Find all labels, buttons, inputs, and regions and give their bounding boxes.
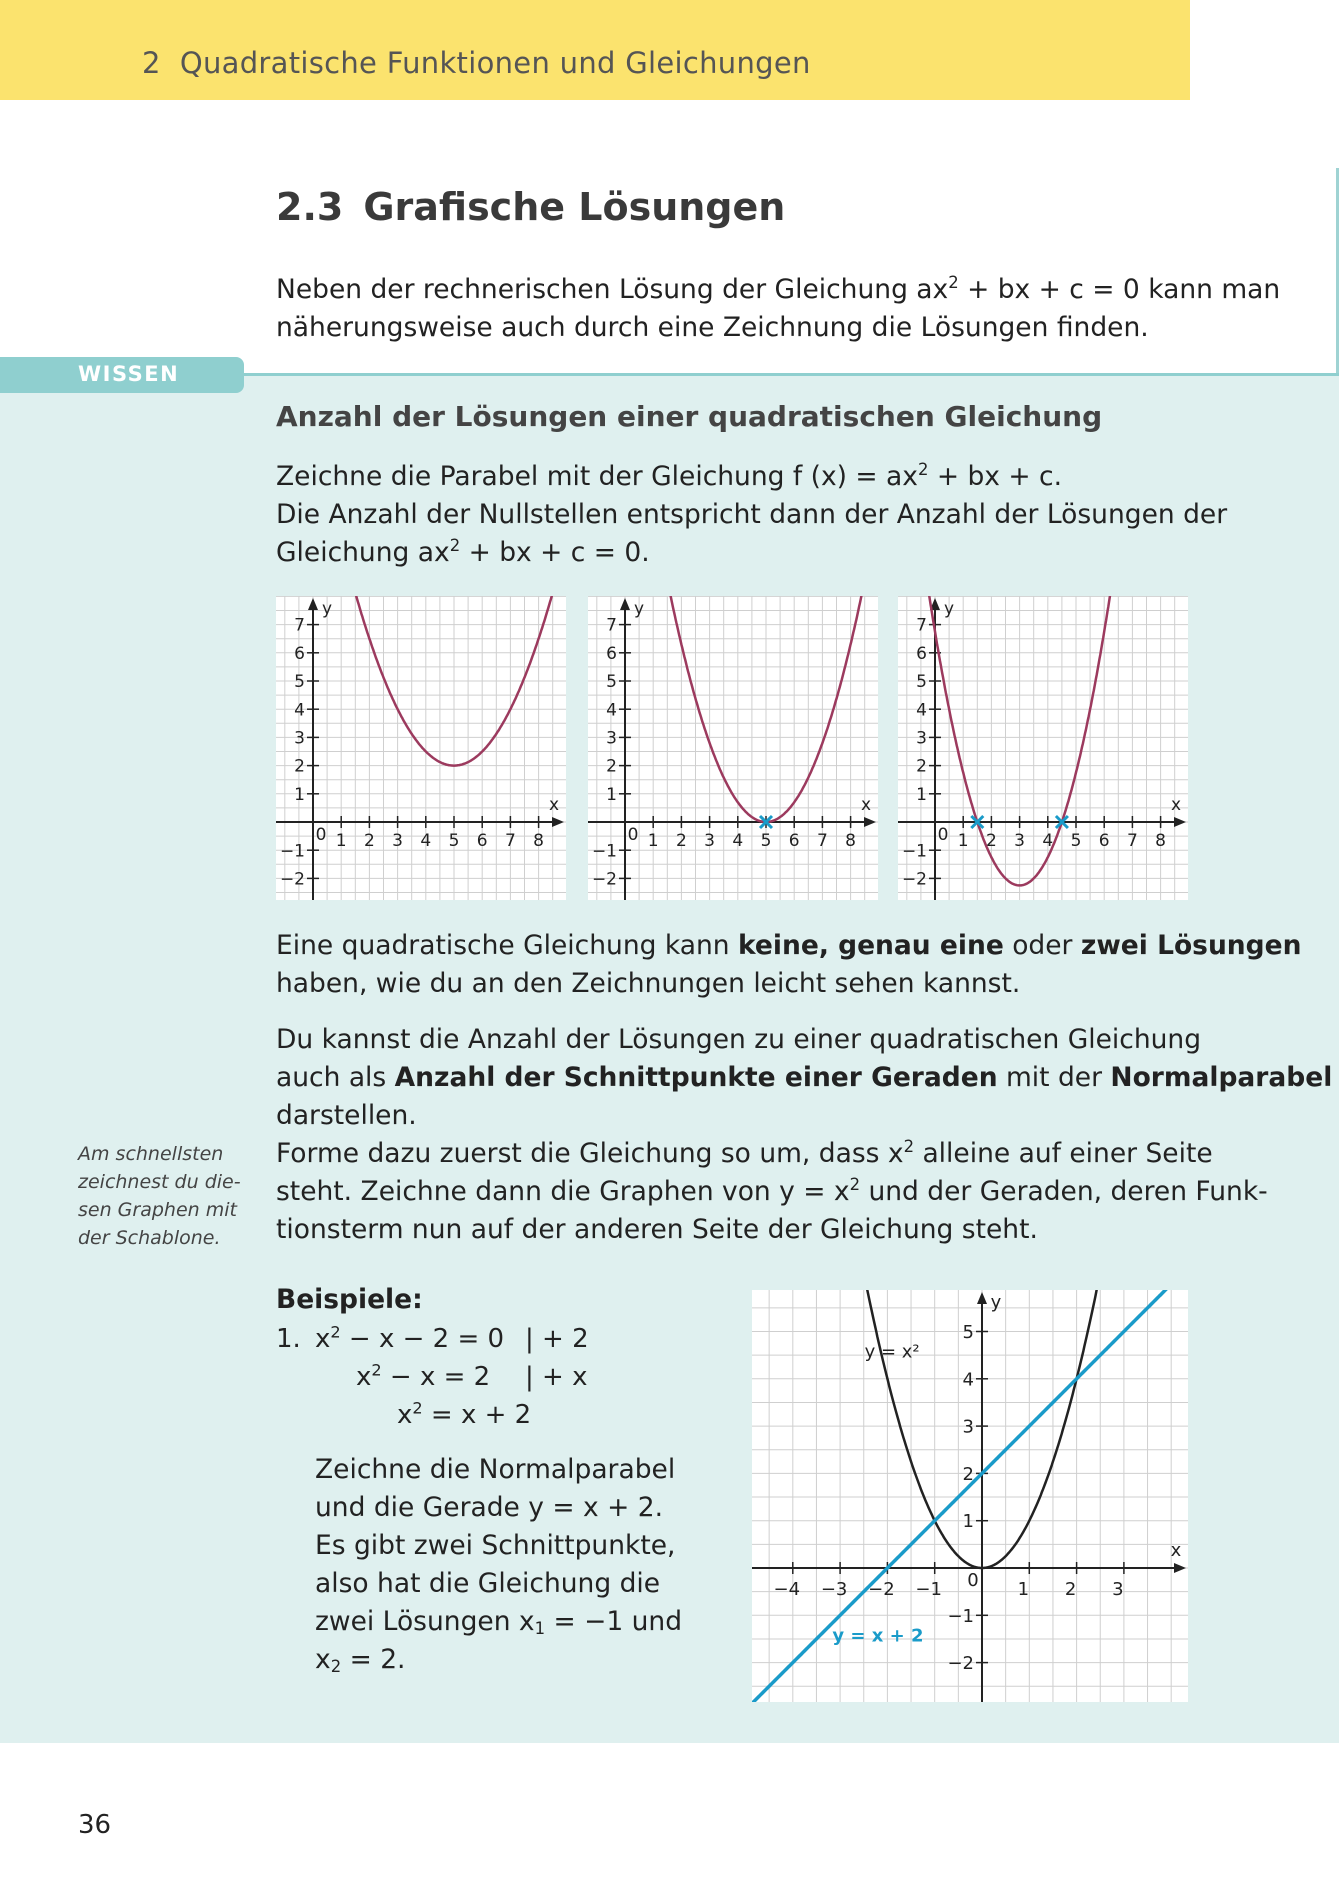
x-axis-label: x [1170, 1540, 1182, 1561]
graph-background [588, 596, 878, 900]
x-tick-label: −1 [915, 1579, 942, 1600]
example-explanation: Zeichne die Normalparabel und die Gerade y = x + 2. Es gibt zwei Schnittpunkte, also hat die Gleichung die zwei Lösungen $x_1 = -1$ und $x_2 = 2$. [315, 1454, 683, 1677]
y-axis-label: y [943, 599, 955, 619]
x-tick-label: 1 [647, 831, 659, 851]
x-tick-label: −2 [868, 1579, 895, 1600]
series-label-line: y = x + 2 [832, 1625, 924, 1647]
y-tick-label: −1 [279, 841, 305, 862]
y-tick-label: 3 [916, 728, 927, 749]
y-tick-label: 7 [606, 615, 617, 636]
y-axis-label: y [990, 1292, 1002, 1313]
graph-example-intersection [752, 1290, 1188, 1702]
y-tick-label: 1 [962, 1511, 974, 1533]
x-tick-label: 2 [1064, 1579, 1077, 1600]
x-tick-label: 0 [627, 825, 639, 845]
y-tick-label: 1 [294, 784, 305, 805]
x-tick-label: 4 [420, 831, 432, 851]
x-tick-label: 3 [1112, 1579, 1124, 1600]
y-tick-label: 5 [294, 672, 305, 693]
series-label-parabola: y = x² [864, 1341, 920, 1363]
x-tick-label: 0 [937, 825, 949, 845]
x-axis-label: x [548, 795, 560, 815]
y-tick-label: 4 [294, 700, 305, 721]
y-tick-label: −1 [947, 1605, 974, 1627]
x-axis-label: x [860, 795, 872, 815]
x-tick-label: 3 [392, 831, 404, 851]
y-tick-label: 4 [606, 700, 617, 721]
x-tick-label: 2 [985, 831, 997, 851]
x-tick-label: 6 [476, 831, 488, 851]
x-tick-label: 6 [1098, 831, 1110, 851]
y-axis-label: y [633, 599, 645, 619]
x-tick-label: 5 [1070, 831, 1082, 851]
x-tick-label: 7 [504, 831, 516, 851]
y-tick-label: 4 [916, 700, 927, 721]
equation-op-1: | + 2 [525, 1324, 589, 1354]
x-tick-label: 2 [363, 831, 375, 851]
x-tick-label: 0 [315, 825, 327, 845]
y-tick-label: 6 [606, 643, 617, 664]
page-number: 36 [78, 1810, 112, 1840]
section-heading: 2.3 Grafische Lösungen [276, 185, 786, 229]
y-tick-label: 5 [916, 672, 927, 693]
x-tick-label: 3 [704, 831, 716, 851]
y-tick-label: 6 [916, 643, 927, 664]
examples-heading: Beispiele: [276, 1284, 423, 1315]
equation-line-3: $x^2 = x + 2$ [397, 1398, 532, 1430]
intro-paragraph: Neben der rechnerischen Lösung der Gleichung $ax^2$ + bx + c = 0 kann man näherungsweise auch durch eine Zeichnung die Lösungen finden. [276, 273, 1281, 343]
y-tick-label: 1 [916, 784, 927, 805]
knowledge-paragraph-2: Eine quadratische Gleichung kann keine, genau eine oder zwei Lösungen haben, wie du an den Zeichnungen leicht sehen kannst. [276, 930, 1302, 999]
origin-label: 0 [967, 1570, 979, 1591]
x-tick-label: −3 [820, 1579, 848, 1600]
y-tick-label: 3 [606, 728, 617, 749]
y-tick-label: −2 [279, 869, 305, 890]
x-tick-label: 3 [1014, 831, 1026, 851]
graph-one-solution [588, 596, 878, 900]
y-tick-label: 2 [916, 756, 927, 777]
x-tick-label: 4 [1042, 831, 1054, 851]
y-tick-label: −1 [901, 841, 927, 862]
y-tick-label: 2 [962, 1463, 974, 1485]
y-tick-label: −1 [591, 841, 617, 862]
x-tick-label: −4 [773, 1579, 801, 1600]
y-tick-label: −2 [947, 1653, 974, 1675]
y-tick-label: −2 [591, 869, 617, 890]
y-tick-label: 3 [294, 728, 305, 749]
x-tick-label: 1 [1017, 1579, 1030, 1600]
x-tick-label: 8 [533, 831, 545, 851]
y-tick-label: 4 [962, 1369, 974, 1391]
y-tick-label: 5 [962, 1321, 974, 1343]
knowledge-paragraph-3: Du kannst die Anzahl der Lösungen zu einer quadratischen Gleichung auch als Anzahl der Schnittpunkte einer Geraden mit der Normalparabel darstellen. Forme dazu zuerst die Gleichung so um, dass $x^2$ alleine auf einer Seite steht. Zeichne dann die Graphen von $y = x^2$ und der Geraden, deren Funk- tionsterm nun auf der anderen Seite der Gleichung steht. [276, 1024, 1333, 1245]
chapter-title: 2 Quadratische Funktionen und Gleichungen [142, 46, 811, 80]
wissen-topline [244, 373, 1339, 376]
y-tick-label: 1 [606, 784, 617, 805]
x-tick-label: 4 [732, 831, 744, 851]
y-tick-label: −2 [901, 869, 927, 890]
y-tick-label: 2 [294, 756, 305, 777]
y-tick-label: 7 [294, 615, 305, 636]
y-tick-label: 6 [294, 643, 305, 664]
example-number: 1. [276, 1324, 301, 1354]
y-tick-label: 2 [606, 756, 617, 777]
y-axis-label: y [321, 599, 333, 619]
x-tick-label: 1 [335, 831, 347, 851]
equation-line-2: $x^2 - x = 2$ [356, 1360, 491, 1392]
x-tick-label: 7 [816, 831, 828, 851]
y-tick-label: 7 [916, 615, 927, 636]
x-tick-label: 2 [675, 831, 687, 851]
side-note: Am schnellsten zeichnest du die- sen Graphen mit der Schablone. [78, 1143, 241, 1249]
x-tick-label: 8 [1155, 831, 1167, 851]
x-tick-label: 7 [1126, 831, 1138, 851]
x-tick-label: 6 [788, 831, 800, 851]
knowledge-heading: Anzahl der Lösungen einer quadratischen Gleichung [276, 400, 1103, 433]
graph-two-solutions [898, 596, 1188, 900]
y-tick-label: 5 [606, 672, 617, 693]
wissen-label: WISSEN [78, 362, 180, 386]
x-tick-label: 1 [957, 831, 969, 851]
y-tick-label: 3 [962, 1416, 974, 1438]
x-axis-label: x [1170, 795, 1182, 815]
equation-line-1: $x^2 - x - 2 = 0$ [315, 1322, 505, 1354]
x-tick-label: 5 [448, 831, 460, 851]
x-tick-label: 5 [760, 831, 772, 851]
knowledge-paragraph-1: Zeichne die Parabel mit der Gleichung f $(x) = ax^2$ + bx + c. Die Anzahl der Nullstellen entspricht dann der Anzahl der Lösungen der Gleichung $ax^2$ + bx + c = 0. [276, 460, 1228, 568]
x-tick-label: 8 [845, 831, 857, 851]
graph-background [898, 596, 1188, 900]
graph-no-solution [276, 596, 566, 900]
equation-op-2: | + x [525, 1362, 588, 1392]
